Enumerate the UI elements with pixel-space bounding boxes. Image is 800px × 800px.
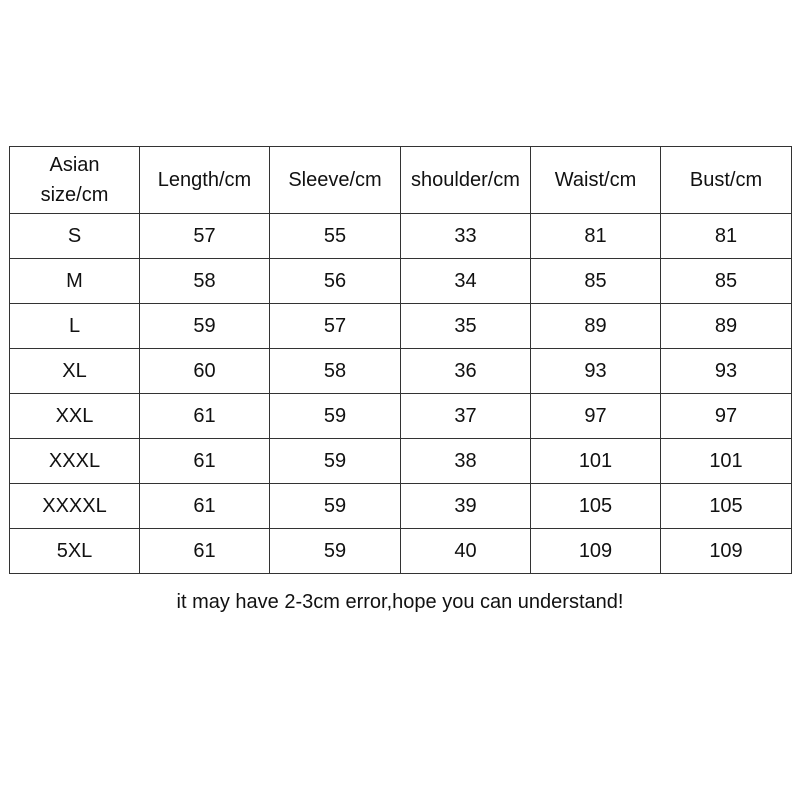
cell-length: 61 [140, 394, 270, 439]
cell-shoulder: 33 [401, 214, 531, 259]
cell-length: 57 [140, 214, 270, 259]
cell-waist: 93 [531, 349, 661, 394]
cell-shoulder: 36 [401, 349, 531, 394]
column-header-length: Length/cm [140, 147, 270, 214]
cell-bust: 109 [661, 529, 792, 574]
column-header-bust: Bust/cm [661, 147, 792, 214]
cell-shoulder: 34 [401, 259, 531, 304]
column-header-size: Asian size/cm [10, 147, 140, 214]
cell-size: XXXL [10, 439, 140, 484]
cell-length: 60 [140, 349, 270, 394]
cell-sleeve: 55 [270, 214, 401, 259]
cell-shoulder: 37 [401, 394, 531, 439]
table-row [10, 439, 792, 484]
table-row [10, 259, 792, 304]
header-row [10, 147, 792, 214]
cell-waist: 109 [531, 529, 661, 574]
cell-bust: 85 [661, 259, 792, 304]
size-chart-body [10, 214, 792, 574]
column-header-sleeve: Sleeve/cm [270, 147, 401, 214]
cell-length: 61 [140, 529, 270, 574]
cell-bust: 93 [661, 349, 792, 394]
cell-bust: 97 [661, 394, 792, 439]
cell-waist: 97 [531, 394, 661, 439]
cell-bust: 105 [661, 484, 792, 529]
table-row [10, 214, 792, 259]
size-chart-header [10, 147, 792, 214]
cell-sleeve: 59 [270, 484, 401, 529]
cell-size: L [10, 304, 140, 349]
cell-waist: 105 [531, 484, 661, 529]
cell-size: XL [10, 349, 140, 394]
cell-waist: 85 [531, 259, 661, 304]
cell-shoulder: 35 [401, 304, 531, 349]
table-row [10, 529, 792, 574]
cell-size: XXL [10, 394, 140, 439]
cell-bust: 81 [661, 214, 792, 259]
cell-size: S [10, 214, 140, 259]
cell-waist: 101 [531, 439, 661, 484]
cell-size: XXXXL [10, 484, 140, 529]
cell-length: 58 [140, 259, 270, 304]
cell-sleeve: 59 [270, 394, 401, 439]
size-chart-table [9, 146, 792, 574]
cell-length: 61 [140, 484, 270, 529]
column-header-waist: Waist/cm [531, 147, 661, 214]
table-row [10, 394, 792, 439]
table-row [10, 304, 792, 349]
cell-shoulder: 40 [401, 529, 531, 574]
size-error-note: it may have 2-3cm error,hope you can understand! [176, 591, 624, 613]
cell-shoulder: 39 [401, 484, 531, 529]
cell-bust: 89 [661, 304, 792, 349]
cell-sleeve: 59 [270, 439, 401, 484]
cell-waist: 89 [531, 304, 661, 349]
table-row [10, 484, 792, 529]
cell-sleeve: 58 [270, 349, 401, 394]
cell-sleeve: 57 [270, 304, 401, 349]
table-row [10, 349, 792, 394]
cell-shoulder: 38 [401, 439, 531, 484]
cell-waist: 81 [531, 214, 661, 259]
cell-sleeve: 56 [270, 259, 401, 304]
cell-length: 61 [140, 439, 270, 484]
cell-length: 59 [140, 304, 270, 349]
cell-sleeve: 59 [270, 529, 401, 574]
cell-size: 5XL [10, 529, 140, 574]
cell-size: M [10, 259, 140, 304]
cell-bust: 101 [661, 439, 792, 484]
column-header-shoulder: shoulder/cm [401, 147, 531, 214]
